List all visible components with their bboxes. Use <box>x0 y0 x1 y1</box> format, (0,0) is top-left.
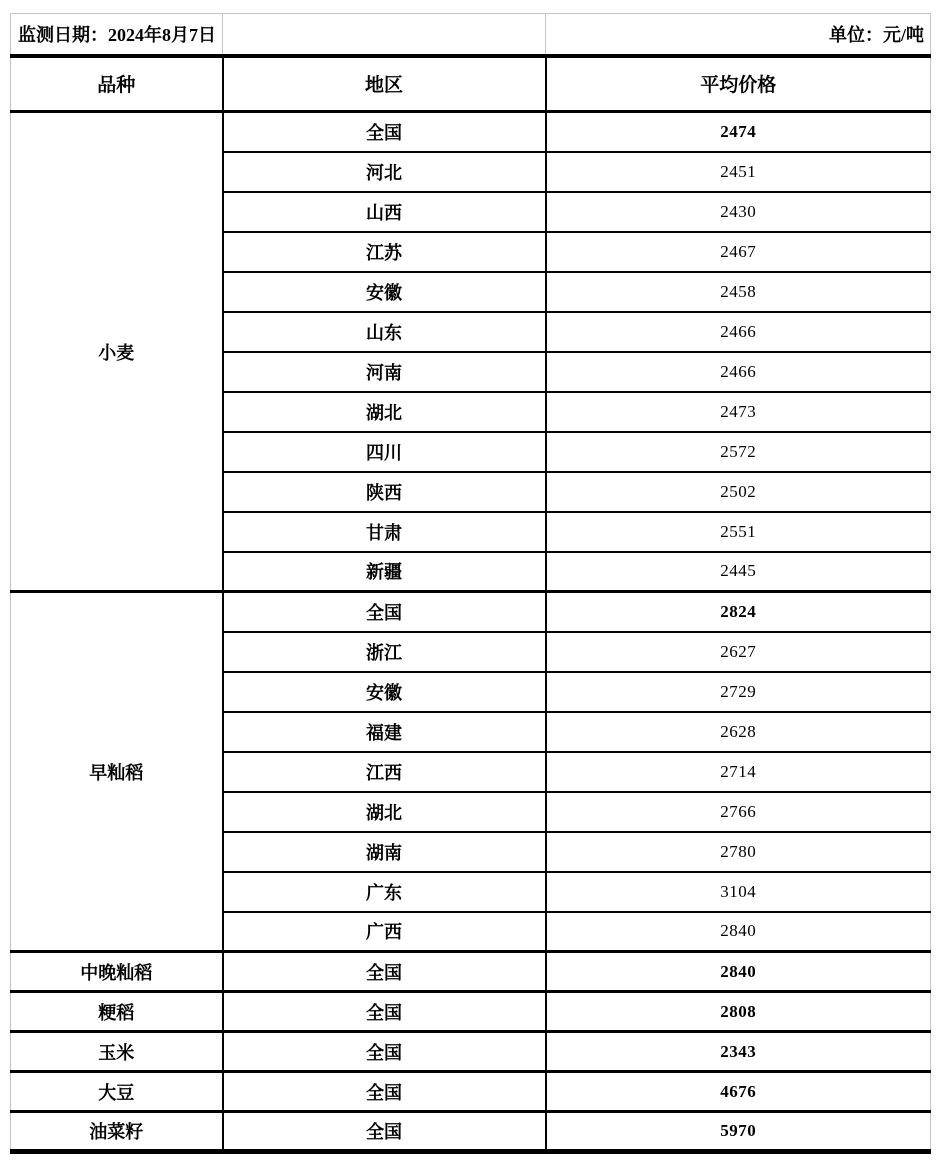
price-cell: 2729 <box>546 672 931 712</box>
region-cell: 安徽 <box>223 672 546 712</box>
meta-row <box>11 14 931 56</box>
region-cell: 江西 <box>223 752 546 792</box>
price-cell: 3104 <box>546 872 931 912</box>
region-cell: 河南 <box>223 352 546 392</box>
region-cell: 全国 <box>223 112 546 152</box>
table-body <box>11 112 931 1152</box>
header-row <box>11 56 931 112</box>
price-cell: 2840 <box>546 952 931 992</box>
region-cell: 全国 <box>223 992 546 1032</box>
col-header-region: 地区 <box>223 56 546 112</box>
col-header-variety: 品种 <box>11 56 223 112</box>
price-cell: 2714 <box>546 752 931 792</box>
price-cell: 2430 <box>546 192 931 232</box>
region-cell: 安徽 <box>223 272 546 312</box>
region-cell: 全国 <box>223 1032 546 1072</box>
variety-cell: 小麦 <box>11 112 223 592</box>
region-cell: 全国 <box>223 1072 546 1112</box>
price-cell: 2451 <box>546 152 931 192</box>
region-cell: 福建 <box>223 712 546 752</box>
region-cell: 广东 <box>223 872 546 912</box>
region-cell: 陕西 <box>223 472 546 512</box>
price-cell: 2808 <box>546 992 931 1032</box>
region-cell: 浙江 <box>223 632 546 672</box>
table-row <box>11 1112 931 1152</box>
table-row <box>11 992 931 1032</box>
region-cell: 江苏 <box>223 232 546 272</box>
region-cell: 甘肃 <box>223 512 546 552</box>
price-cell: 2445 <box>546 552 931 592</box>
region-cell: 全国 <box>223 592 546 632</box>
region-cell: 新疆 <box>223 552 546 592</box>
price-cell: 2466 <box>546 312 931 352</box>
variety-cell: 油菜籽 <box>11 1112 223 1152</box>
table-row <box>11 592 931 632</box>
price-cell: 5970 <box>546 1112 931 1152</box>
region-cell: 湖南 <box>223 832 546 872</box>
region-cell: 湖北 <box>223 392 546 432</box>
price-cell: 2502 <box>546 472 931 512</box>
price-cell: 2466 <box>546 352 931 392</box>
price-cell: 2572 <box>546 432 931 472</box>
region-cell: 湖北 <box>223 792 546 832</box>
price-cell: 2551 <box>546 512 931 552</box>
col-header-price: 平均价格 <box>546 56 931 112</box>
region-cell: 全国 <box>223 1112 546 1152</box>
price-cell: 2824 <box>546 592 931 632</box>
price-cell: 2766 <box>546 792 931 832</box>
meta-spacer-cell <box>223 14 546 56</box>
variety-cell: 中晚籼稻 <box>11 952 223 992</box>
price-cell: 4676 <box>546 1072 931 1112</box>
variety-cell: 玉米 <box>11 1032 223 1072</box>
table-row <box>11 1072 931 1112</box>
region-cell: 全国 <box>223 952 546 992</box>
price-cell: 2627 <box>546 632 931 672</box>
region-cell: 河北 <box>223 152 546 192</box>
unit-label: 单位：元/吨 <box>546 14 931 56</box>
region-cell: 广西 <box>223 912 546 952</box>
price-cell: 2467 <box>546 232 931 272</box>
region-cell: 四川 <box>223 432 546 472</box>
price-cell: 2780 <box>546 832 931 872</box>
price-cell: 2343 <box>546 1032 931 1072</box>
monitor-date-label: 监测日期：2024年8月7日 <box>11 14 223 56</box>
price-cell: 2840 <box>546 912 931 952</box>
region-cell: 山西 <box>223 192 546 232</box>
price-cell: 2473 <box>546 392 931 432</box>
variety-cell: 粳稻 <box>11 992 223 1032</box>
price-cell: 2474 <box>546 112 931 152</box>
variety-cell: 大豆 <box>11 1072 223 1112</box>
price-cell: 2628 <box>546 712 931 752</box>
table-row <box>11 952 931 992</box>
table-row <box>11 1032 931 1072</box>
grain-price-table <box>10 13 931 1154</box>
price-cell: 2458 <box>546 272 931 312</box>
variety-cell: 早籼稻 <box>11 592 223 952</box>
table-row <box>11 112 931 152</box>
region-cell: 山东 <box>223 312 546 352</box>
